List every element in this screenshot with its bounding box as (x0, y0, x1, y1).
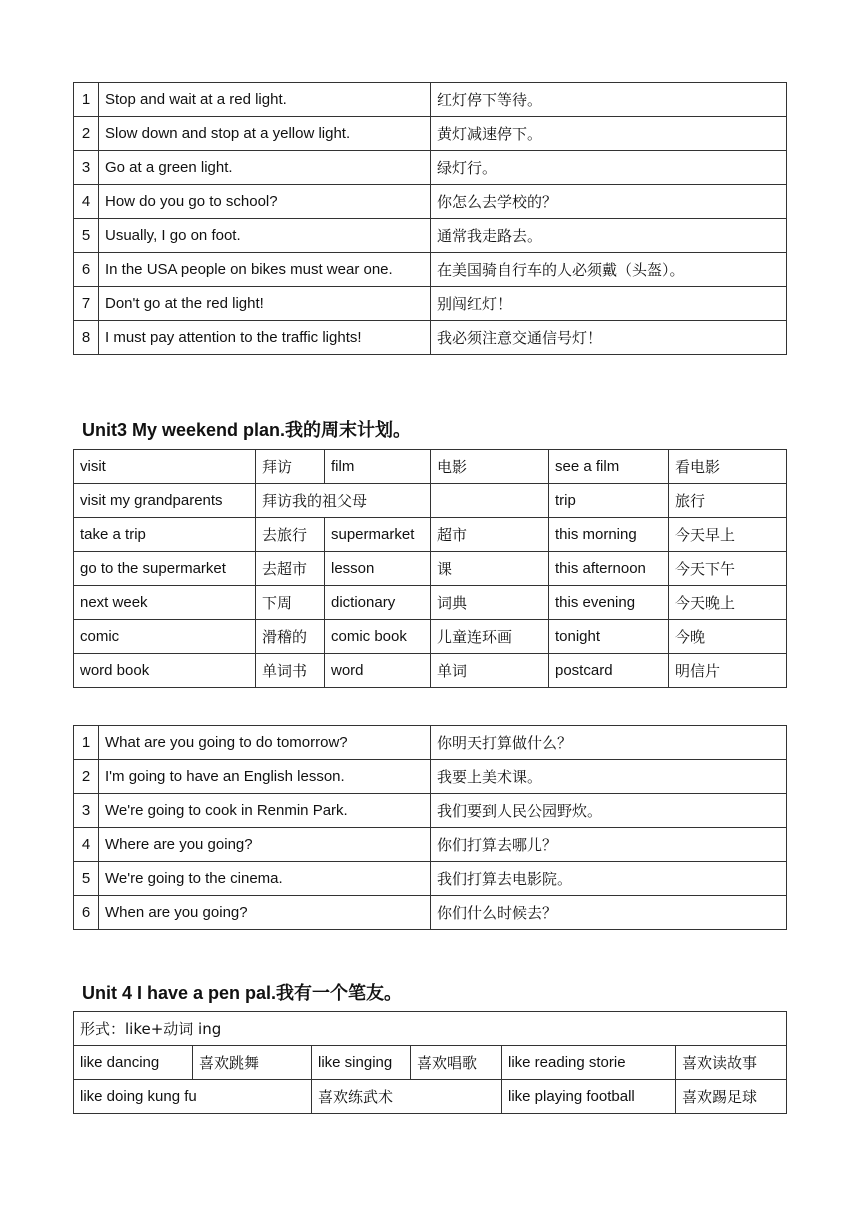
vocab-chinese: 单词 (431, 654, 549, 688)
chinese-translation: 红灯停下等待。 (431, 83, 787, 117)
table-row (74, 151, 787, 185)
table-row (74, 552, 787, 586)
row-number: 8 (74, 321, 99, 355)
chinese-translation: 你怎么去学校的？ (431, 185, 787, 219)
vocab-english: film (325, 450, 431, 484)
vocab-english: like playing football (502, 1080, 676, 1114)
english-sentence: Stop and wait at a red light. (99, 83, 431, 117)
row-number: 6 (74, 896, 99, 930)
chinese-translation: 你们什么时候去？ (431, 896, 787, 930)
chinese-translation: 我要上美术课。 (431, 760, 787, 794)
vocab-english: like singing (312, 1046, 411, 1080)
row-number: 2 (74, 117, 99, 151)
unit3-heading: Unit3 My weekend plan.我的周末计划。 (82, 420, 412, 440)
vocab-english: this afternoon (549, 552, 669, 586)
english-sentence: Usually, I go on foot. (99, 219, 431, 253)
vocab-english: word (325, 654, 431, 688)
traffic-sentences-body (74, 83, 787, 355)
table-row (74, 862, 787, 896)
english-sentence: When are you going? (99, 896, 431, 930)
vocab-chinese: 课 (431, 552, 549, 586)
vocab-chinese: 旅行 (669, 484, 787, 518)
english-sentence: Go at a green light. (99, 151, 431, 185)
row-number: 4 (74, 828, 99, 862)
row-number: 7 (74, 287, 99, 321)
row-number: 5 (74, 862, 99, 896)
row-number: 1 (74, 726, 99, 760)
table-row (74, 654, 787, 688)
form-note: 形式：like+动词 ing (74, 1012, 787, 1046)
english-sentence: In the USA people on bikes must wear one. (99, 253, 431, 287)
table-row (74, 484, 787, 518)
vocab-english: see a film (549, 450, 669, 484)
table-row (74, 450, 787, 484)
vocab-chinese: 看电影 (669, 450, 787, 484)
vocab-chinese: 今天晚上 (669, 586, 787, 620)
english-sentence: Don't go at the red light! (99, 287, 431, 321)
vocab-chinese: 拜访 (256, 450, 325, 484)
table-row (74, 253, 787, 287)
row-number: 3 (74, 794, 99, 828)
english-sentence: Slow down and stop at a yellow light. (99, 117, 431, 151)
vocab-english: this evening (549, 586, 669, 620)
vocab-chinese: 下周 (256, 586, 325, 620)
unit4-heading: Unit 4 I have a pen pal.我有一个笔友。 (82, 983, 403, 1003)
chinese-translation: 你们打算去哪儿？ (431, 828, 787, 862)
english-sentence: How do you go to school? (99, 185, 431, 219)
table-row (74, 321, 787, 355)
vocab-chinese: 喜欢跳舞 (193, 1046, 312, 1080)
unit4-table (73, 1011, 787, 1114)
vocab-english: like doing kung fu (74, 1080, 312, 1114)
english-sentence: We're going to the cinema. (99, 862, 431, 896)
table-row (74, 1046, 787, 1080)
unit3-sentences-body (74, 726, 787, 930)
vocab-chinese: 喜欢唱歌 (411, 1046, 502, 1080)
table-row (74, 1012, 787, 1046)
unit3-vocab-body (74, 450, 787, 688)
vocab-english: like reading storie (502, 1046, 676, 1080)
table-row (74, 896, 787, 930)
vocab-chinese: 滑稽的 (256, 620, 325, 654)
vocab-english: visit (74, 450, 256, 484)
chinese-translation: 在美国骑自行车的人必须戴（头盔）。 (431, 253, 787, 287)
row-number: 3 (74, 151, 99, 185)
vocab-english: take a trip (74, 518, 256, 552)
chinese-translation: 我们打算去电影院。 (431, 862, 787, 896)
vocab-english: supermarket (325, 518, 431, 552)
table-row (74, 1080, 787, 1114)
vocab-english: like dancing (74, 1046, 193, 1080)
table-row (74, 726, 787, 760)
vocab-chinese: 喜欢踢足球 (676, 1080, 787, 1114)
table-row (74, 83, 787, 117)
table-row (74, 620, 787, 654)
table-row (74, 287, 787, 321)
english-sentence: We're going to cook in Renmin Park. (99, 794, 431, 828)
vocab-english: next week (74, 586, 256, 620)
vocab-english: lesson (325, 552, 431, 586)
table-row (74, 760, 787, 794)
unit3-sentences-table (73, 725, 787, 930)
vocab-english: word book (74, 654, 256, 688)
unit4-body (74, 1012, 787, 1114)
vocab-english: dictionary (325, 586, 431, 620)
traffic-sentences-table (73, 82, 787, 355)
vocab-chinese: 今天早上 (669, 518, 787, 552)
row-number: 2 (74, 760, 99, 794)
chinese-translation: 你明天打算做什么？ (431, 726, 787, 760)
vocab-english: trip (549, 484, 669, 518)
vocab-chinese: 喜欢读故事 (676, 1046, 787, 1080)
row-number: 6 (74, 253, 99, 287)
english-sentence: What are you going to do tomorrow? (99, 726, 431, 760)
vocab-english: go to the supermarket (74, 552, 256, 586)
vocab-chinese: 单词书 (256, 654, 325, 688)
english-sentence: I must pay attention to the traffic lights! (99, 321, 431, 355)
vocab-chinese: 拜访我的祖父母 (256, 484, 431, 518)
english-sentence: I'm going to have an English lesson. (99, 760, 431, 794)
vocab-english: postcard (549, 654, 669, 688)
vocab-empty-cell (431, 484, 549, 518)
table-row (74, 586, 787, 620)
table-row (74, 828, 787, 862)
vocab-chinese: 今晚 (669, 620, 787, 654)
vocab-english: this morning (549, 518, 669, 552)
vocab-chinese: 去超市 (256, 552, 325, 586)
table-row (74, 117, 787, 151)
chinese-translation: 绿灯行。 (431, 151, 787, 185)
english-sentence: Where are you going? (99, 828, 431, 862)
vocab-english: tonight (549, 620, 669, 654)
vocab-chinese: 明信片 (669, 654, 787, 688)
row-number: 5 (74, 219, 99, 253)
table-row (74, 518, 787, 552)
vocab-chinese: 今天下午 (669, 552, 787, 586)
vocab-chinese: 超市 (431, 518, 549, 552)
vocab-chinese: 喜欢练武术 (312, 1080, 502, 1114)
unit3-vocab-table (73, 449, 787, 688)
chinese-translation: 别闯红灯！ (431, 287, 787, 321)
chinese-translation: 我们要到人民公园野炊。 (431, 794, 787, 828)
table-row (74, 794, 787, 828)
chinese-translation: 黄灯减速停下。 (431, 117, 787, 151)
vocab-chinese: 词典 (431, 586, 549, 620)
row-number: 1 (74, 83, 99, 117)
vocab-english: comic book (325, 620, 431, 654)
row-number: 4 (74, 185, 99, 219)
vocab-chinese: 电影 (431, 450, 549, 484)
chinese-translation: 我必须注意交通信号灯！ (431, 321, 787, 355)
vocab-english: visit my grandparents (74, 484, 256, 518)
table-row (74, 185, 787, 219)
table-row (74, 219, 787, 253)
vocab-english: comic (74, 620, 256, 654)
vocab-chinese: 儿童连环画 (431, 620, 549, 654)
chinese-translation: 通常我走路去。 (431, 219, 787, 253)
vocab-chinese: 去旅行 (256, 518, 325, 552)
